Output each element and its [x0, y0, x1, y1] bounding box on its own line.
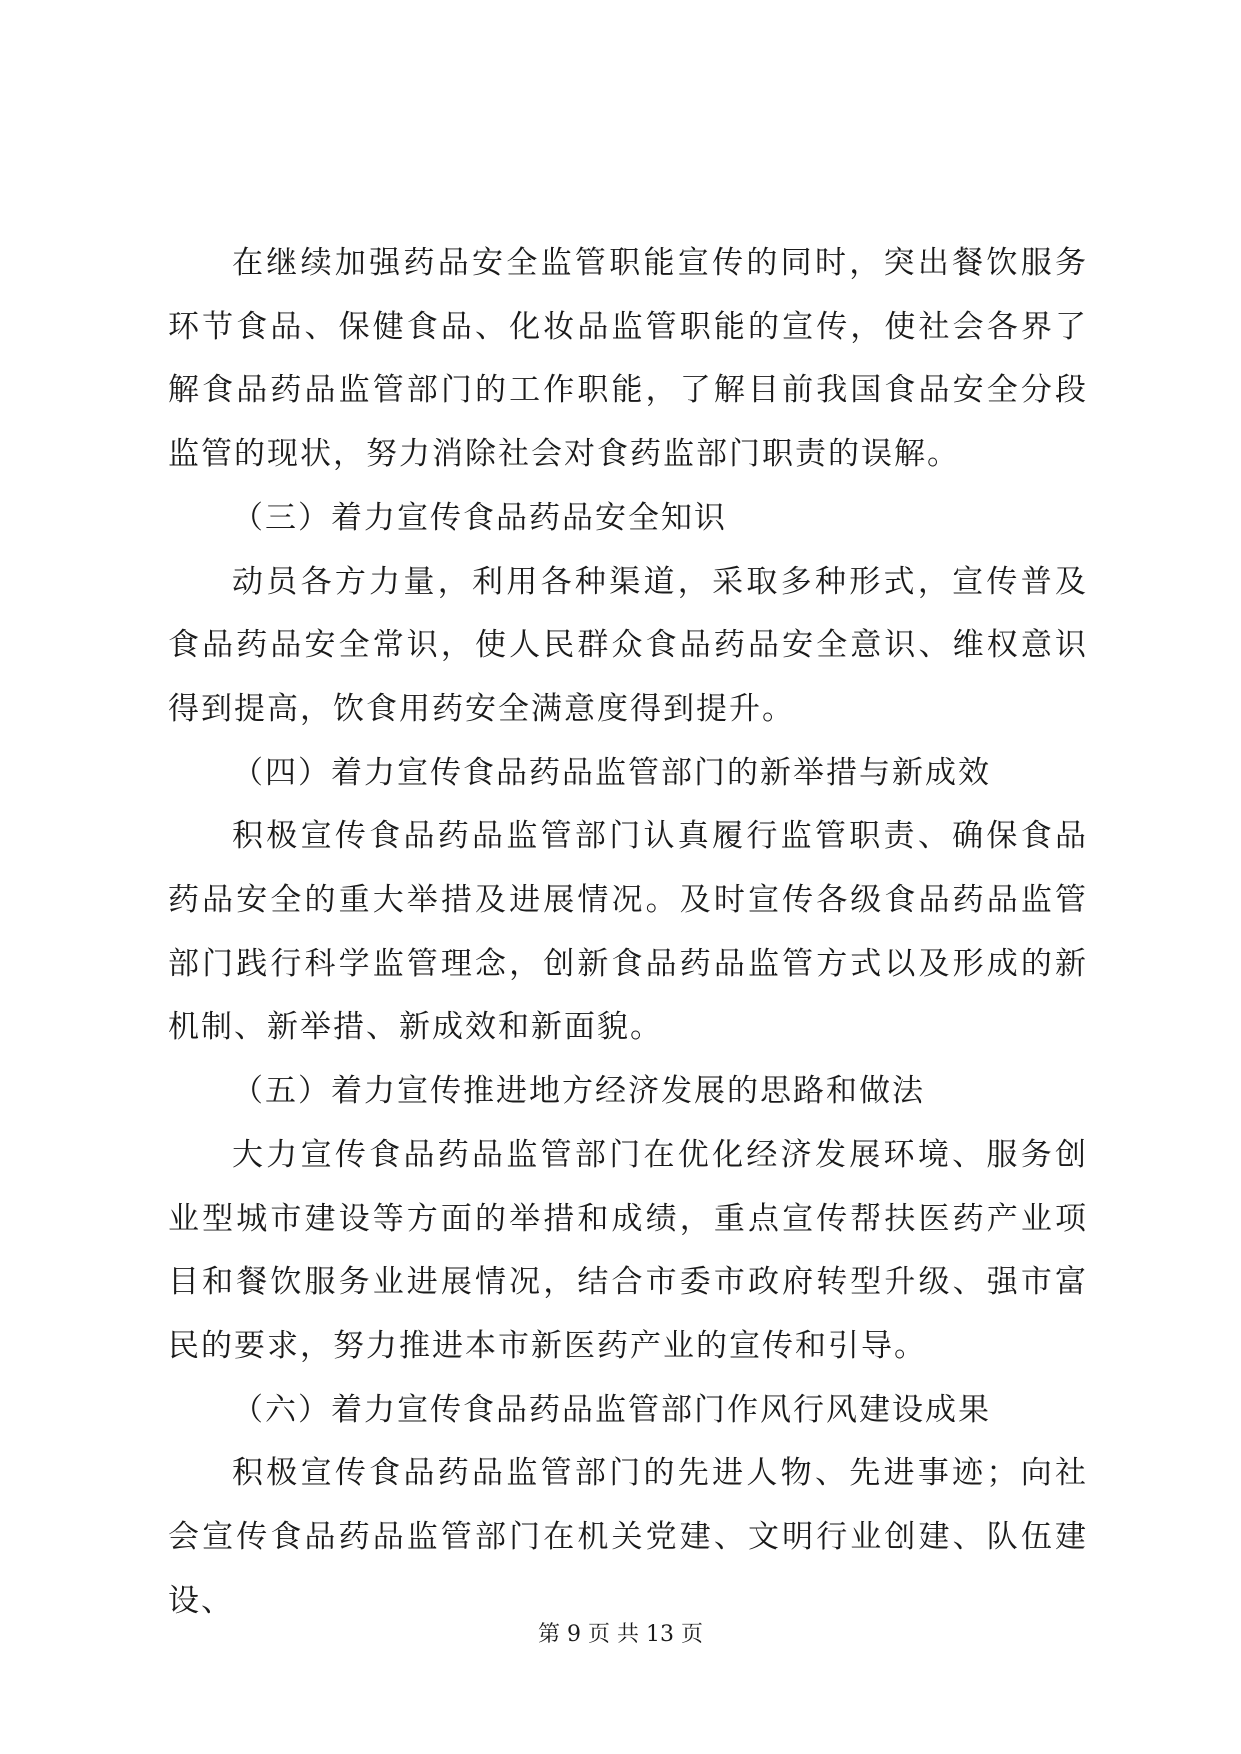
paragraph-supervision-duties: 在继续加强药品安全监管职能宣传的同时，突出餐饮服务环节食品、保健食品、化妆品监管职能的宣传，使社会各界了解食品药品监管部门的工作职能，了解目前我国食品安全分段监管的现状，努力消除社会对食药监部门职责的误解。	[168, 245, 1088, 473]
paragraph-local-economy: 大力宣传食品药品监管部门在优化经济发展环境、服务创业型城市建设等方面的举措和成绩，重点宣传帮扶医药产业项目和餐饮服务业进展情况，结合市委市政府转型升级、强市富民的要求，努力推进本市新医药产业的宣传和引导。	[168, 1136, 1088, 1364]
section-heading-6: （六）着力宣传食品药品监管部门作风行风建设成果	[232, 1391, 991, 1428]
section-heading-3: （三）着力宣传食品药品安全知识	[232, 499, 727, 536]
paragraph-safety-knowledge: 动员各方力量，利用各种渠道，采取多种形式，宣传普及食品药品安全常识，使人民群众食品药品安全意识、维权意识得到提高，饮食用药安全满意度得到提升。	[168, 563, 1088, 727]
section-heading-4: （四）着力宣传食品药品监管部门的新举措与新成效	[232, 754, 991, 791]
document-body	[168, 232, 1088, 1633]
section-heading-5: （五）着力宣传推进地方经济发展的思路和做法	[232, 1073, 925, 1110]
page-footer: 第 9 页 共 13 页	[538, 1622, 703, 1647]
paragraph-new-measures: 积极宣传食品药品监管部门认真履行监管职责、确保食品药品安全的重大举措及进展情况。及时宣传各级食品药品监管部门践行科学监管理念，创新食品药品监管方式以及形成的新机制、新举措、新成效和新面貌。	[168, 818, 1088, 1046]
paragraph-work-style: 积极宣传食品药品监管部门的先进人物、先进事迹；向社会宣传食品药品监管部门在机关党建、文明行业创建、队伍建设、	[168, 1455, 1088, 1619]
